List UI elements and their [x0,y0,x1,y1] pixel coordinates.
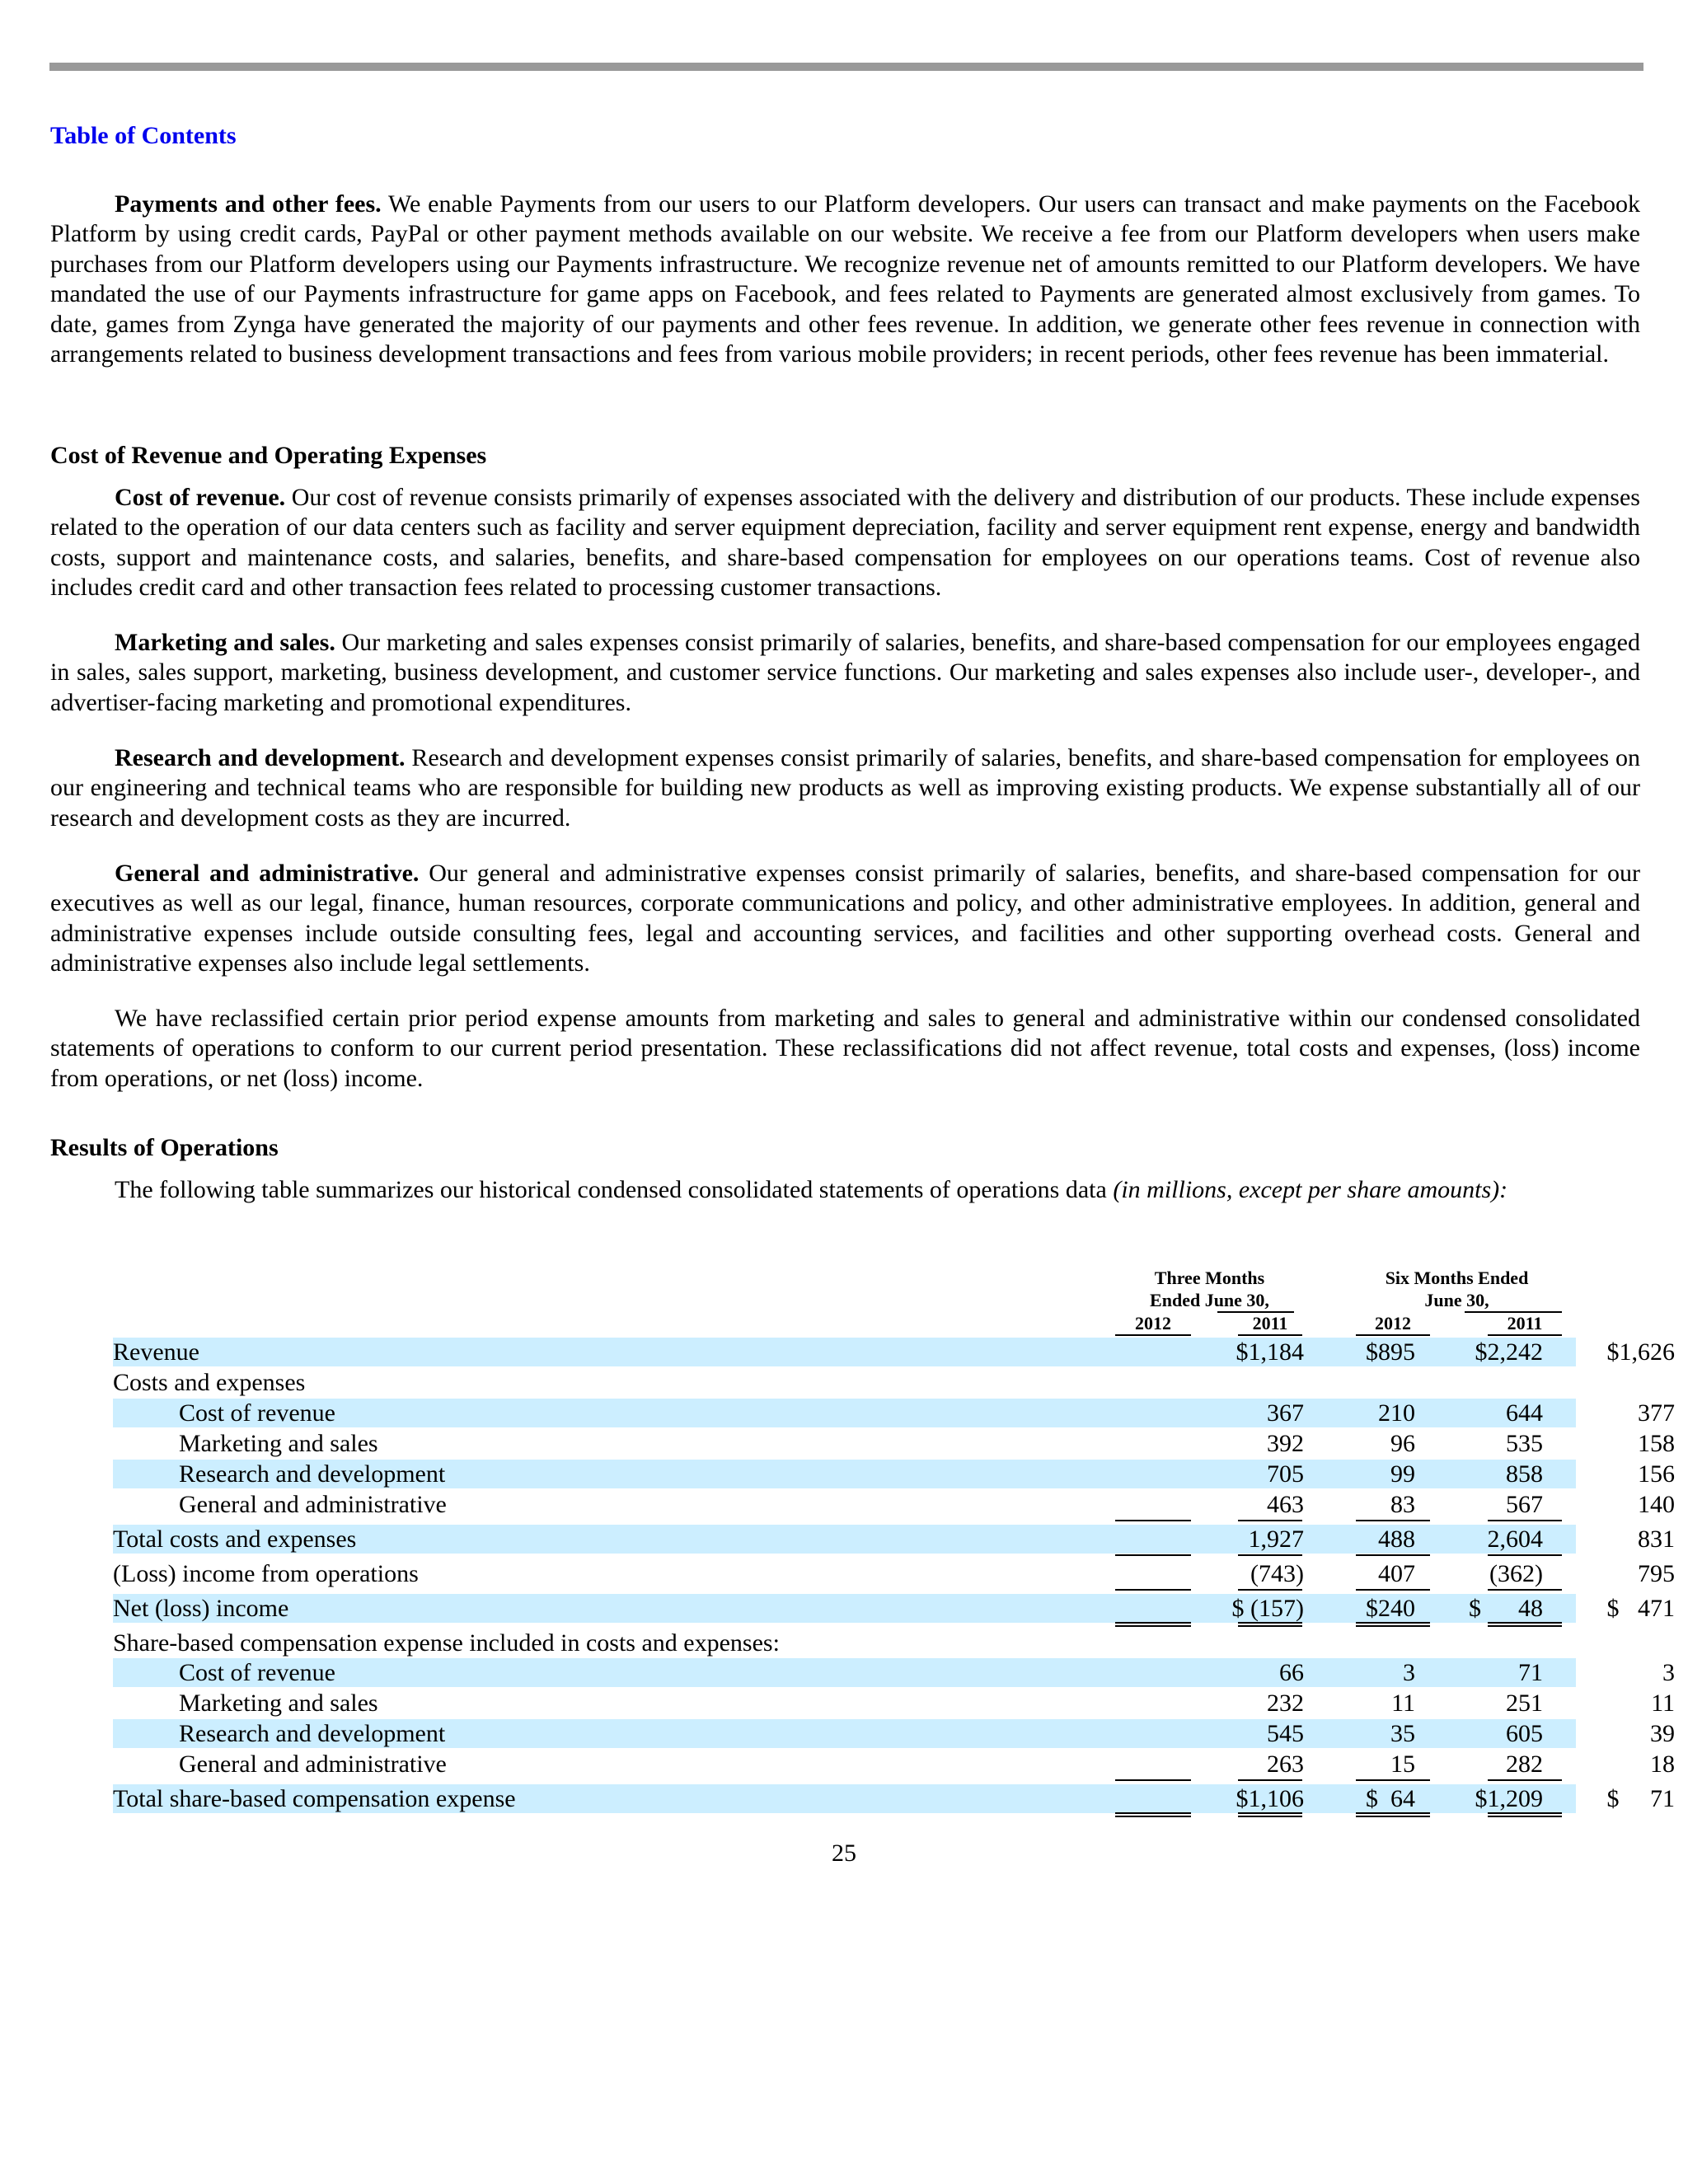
subtotal-rule [1356,1554,1430,1556]
row-value: $1,106 [1236,1785,1304,1812]
row-value: 1,927 [1248,1526,1304,1553]
results-intro [50,1175,1640,1205]
general-paragraph [50,859,1640,979]
general-text: Our general and administrative expenses consist primarily of salaries, benefits, and share-based compensation for our executives as well as our legal, finance, human resources, corporate communications and policy, and other administrative employees. In addition, general and administrative expenses include outside consulting fees, legal and accounting services, and facilities and other supporting overhead costs. General and administrative expenses also include legal settlements. [50,860,1641,977]
table-row [113,1629,1576,1657]
total-double-rule [1115,1812,1191,1817]
subtotal-rule [1488,1520,1562,1521]
row-value: 392 [1267,1430,1304,1457]
row-value: (743) [1250,1560,1304,1587]
row-value: 11 [1391,1690,1415,1717]
payments-paragraph [50,190,1640,369]
row-value: $240 [1366,1595,1415,1622]
table-row [113,1525,1675,1554]
results-intro-units: (in millions, except per share amounts): [1113,1176,1508,1203]
row-label: Marketing and sales [179,1690,378,1717]
row-value: 282 [1506,1750,1543,1778]
row-value: 567 [1506,1491,1543,1518]
row-value: 831 [1638,1526,1675,1553]
row-value: 232 [1267,1690,1304,1717]
row-value: 158 [1638,1430,1675,1457]
row-value: $1,209 [1475,1785,1543,1812]
row-value: $895 [1366,1338,1415,1366]
table-row [113,1750,1675,1779]
row-label: Net (loss) income [113,1595,289,1622]
row-value: 71 [1518,1659,1543,1686]
total-double-rule [1238,1622,1302,1627]
marketing-paragraph [50,628,1640,718]
payments-text: We enable Payments from our users to our Platform developers. Our users can transact and make payments on the Facebook Platform by using credit cards, PayPal or other payment methods available on our website. We receive a fee from our Platform developers when users make purchases from our Platform developers using our Payments infrastructure. We recognize revenue net of amounts remitted to our Platform developers. We have mandated the use of our Payments infrastructure for game apps on Facebook, and fees related to Payments are generated almost exclusively from games. To date, games from Zynga have generated the majority of our payments and other fees revenue. In addition, we generate other fees revenue in connection with arrangements related to business development transactions and fees from various mobile providers; in recent periods, other fees revenue has been immaterial. [50,190,1640,368]
subtotal-rule [1115,1554,1191,1556]
row-value: $1,626 [1606,1338,1675,1366]
row-value: 644 [1506,1399,1543,1427]
row-value: 263 [1267,1750,1304,1778]
row-label: Revenue [113,1338,199,1366]
row-label: Total share-based compensation expense [113,1785,516,1812]
row-value: 11 [1651,1690,1675,1717]
three-months-header-line1: Three Months [1154,1268,1265,1288]
row-value: 251 [1506,1690,1543,1717]
table-row [113,1429,1675,1458]
year-col-1: 2012 [1135,1313,1171,1333]
row-label: Research and development [179,1460,446,1488]
table-row [113,1784,1675,1813]
row-value: 377 [1638,1399,1675,1427]
row-value: $1,184 [1236,1338,1304,1366]
table-row [113,1689,1675,1718]
subtotal-rule [1115,1779,1191,1781]
total-double-rule [1488,1812,1562,1817]
research-paragraph [50,743,1640,833]
row-value: 858 [1506,1460,1543,1488]
six-months-header-line2: June 30, [1424,1290,1489,1310]
subtotal-rule [1115,1589,1191,1591]
row-label: General and administrative [179,1750,447,1778]
subtotal-rule [1488,1554,1562,1556]
general-lead: General and administrative. [115,860,420,887]
year-col-3: 2012 [1375,1313,1411,1333]
row-value: 15 [1390,1750,1415,1778]
subtotal-rule [1488,1589,1562,1591]
table-row [113,1399,1675,1427]
year-underline-1 [1115,1334,1191,1336]
total-double-rule [1115,1622,1191,1627]
subtotal-rule [1356,1589,1430,1591]
table-row [113,1490,1675,1519]
row-label: Cost of revenue [179,1659,335,1686]
cost-of-revenue-text: Our cost of revenue consists primarily of expenses associated with the delivery and distribution of our products. These include expenses related to the operation of our data centers such as facility and server equipment depreciation, facility and server equipment rent expense, energy and bandwidth costs, support and maintenance costs, and salaries, benefits, and share-based compensation for employees on our operations teams. Cost of revenue also includes credit card and other transaction fees related to processing customer transactions. [50,484,1640,602]
marketing-lead: Marketing and sales. [115,629,335,656]
subtotal-rule [1238,1554,1302,1556]
row-value: $ 71 [1606,1785,1675,1812]
results-heading: Results of Operations [50,1134,279,1161]
subtotal-rule [1356,1520,1430,1521]
row-value: 407 [1378,1560,1415,1587]
subtotal-rule [1488,1779,1562,1781]
row-label: General and administrative [179,1491,447,1518]
row-value: 39 [1650,1720,1675,1747]
row-value: 83 [1390,1491,1415,1518]
row-value: 535 [1506,1430,1543,1457]
row-value: 3 [1662,1659,1675,1686]
research-lead: Research and development. [115,744,406,771]
row-value: 3 [1403,1659,1415,1686]
row-label: Marketing and sales [179,1430,378,1457]
total-double-rule [1488,1622,1562,1627]
page-number: 25 [832,1840,856,1867]
reclass-paragraph: We have reclassified certain prior period expense amounts from marketing and sales to general and administrative within our condensed consolidated statements of operations to conform to our current period presentation. These reclassifications did not affect revenue, total costs and expenses, (loss) income from operations, or net (loss) income. [50,1005,1640,1092]
research-text: Research and development expenses consist primarily of salaries, benefits, and share-based compensation for employees on our engineering and technical teams who are responsible for building new products as well as improving existing products. We expense substantially all of our research and development costs as they are incurred. [50,744,1640,832]
row-value: 545 [1267,1720,1304,1747]
row-value: 18 [1650,1750,1675,1778]
total-double-rule [1356,1812,1430,1817]
table-row [113,1658,1675,1687]
table-row [113,1719,1675,1748]
row-value: $ 48 [1469,1595,1543,1622]
table-row [113,1594,1675,1623]
payments-lead: Payments and other fees. [115,190,382,218]
row-value: 96 [1390,1430,1415,1457]
row-value: 156 [1638,1460,1675,1488]
row-label: Total costs and expenses [113,1526,357,1553]
subtotal-rule [1115,1520,1191,1521]
total-double-rule [1238,1812,1302,1817]
marketing-text: Our marketing and sales expenses consist primarily of salaries, benefits, and share-based compensation for our employees engaged in sales, sales support, marketing, business development, and customer service functions. Our marketing and sales expenses also include user-, developer-, and advertiser-facing marketing and promotional expenditures. [50,629,1640,716]
row-value: 367 [1267,1399,1304,1427]
row-value: 463 [1267,1491,1304,1518]
row-value: 605 [1506,1720,1543,1747]
row-value: 35 [1390,1720,1415,1747]
row-value: 488 [1378,1526,1415,1553]
three-months-header-line2: Ended June 30, [1150,1290,1269,1310]
year-col-2: 2011 [1252,1313,1288,1333]
subtotal-rule [1356,1779,1430,1781]
row-label: (Loss) income from operations [113,1560,419,1587]
top-rule [49,63,1643,71]
row-value: 705 [1267,1460,1304,1488]
table-of-contents-link[interactable]: Table of Contents [50,122,237,149]
row-value: 99 [1390,1460,1415,1488]
six-months-header-line1: Six Months Ended [1385,1268,1529,1288]
subtotal-rule [1238,1779,1302,1781]
table-row [113,1559,1675,1588]
cost-heading: Cost of Revenue and Operating Expenses [50,442,487,469]
row-value: 140 [1638,1491,1675,1518]
row-value: 66 [1279,1659,1304,1686]
row-value: 2,604 [1487,1526,1543,1553]
subtotal-rule [1238,1589,1302,1591]
row-value: $ 471 [1606,1595,1675,1622]
cost-of-revenue-lead: Cost of revenue. [115,484,286,511]
year-col-4: 2011 [1507,1313,1543,1333]
row-value: 210 [1378,1399,1415,1427]
row-label: Share-based compensation expense included in costs and expenses: [113,1629,780,1657]
year-underline-3 [1356,1334,1430,1336]
total-double-rule [1356,1622,1430,1627]
row-label: Costs and expenses [113,1369,306,1396]
six-months-header [1352,1267,1562,1311]
row-value: 795 [1638,1560,1675,1587]
row-label: Cost of revenue [179,1399,335,1427]
table-row [113,1368,1576,1397]
row-value: $2,242 [1475,1338,1543,1366]
row-value: $ (157) [1231,1595,1304,1622]
table-row [113,1460,1675,1488]
row-value: (362) [1489,1560,1543,1587]
three-months-header [1117,1267,1302,1311]
subtotal-rule [1238,1520,1302,1521]
row-value: $ 64 [1366,1785,1415,1812]
year-underline-2 [1238,1334,1302,1336]
row-label: Research and development [179,1720,446,1747]
cost-of-revenue-paragraph [50,483,1640,603]
year-underline-4 [1488,1334,1562,1336]
results-intro-text: The following table summarizes our historical condensed consolidated statements of operations data [115,1176,1114,1203]
table-row [113,1338,1675,1366]
